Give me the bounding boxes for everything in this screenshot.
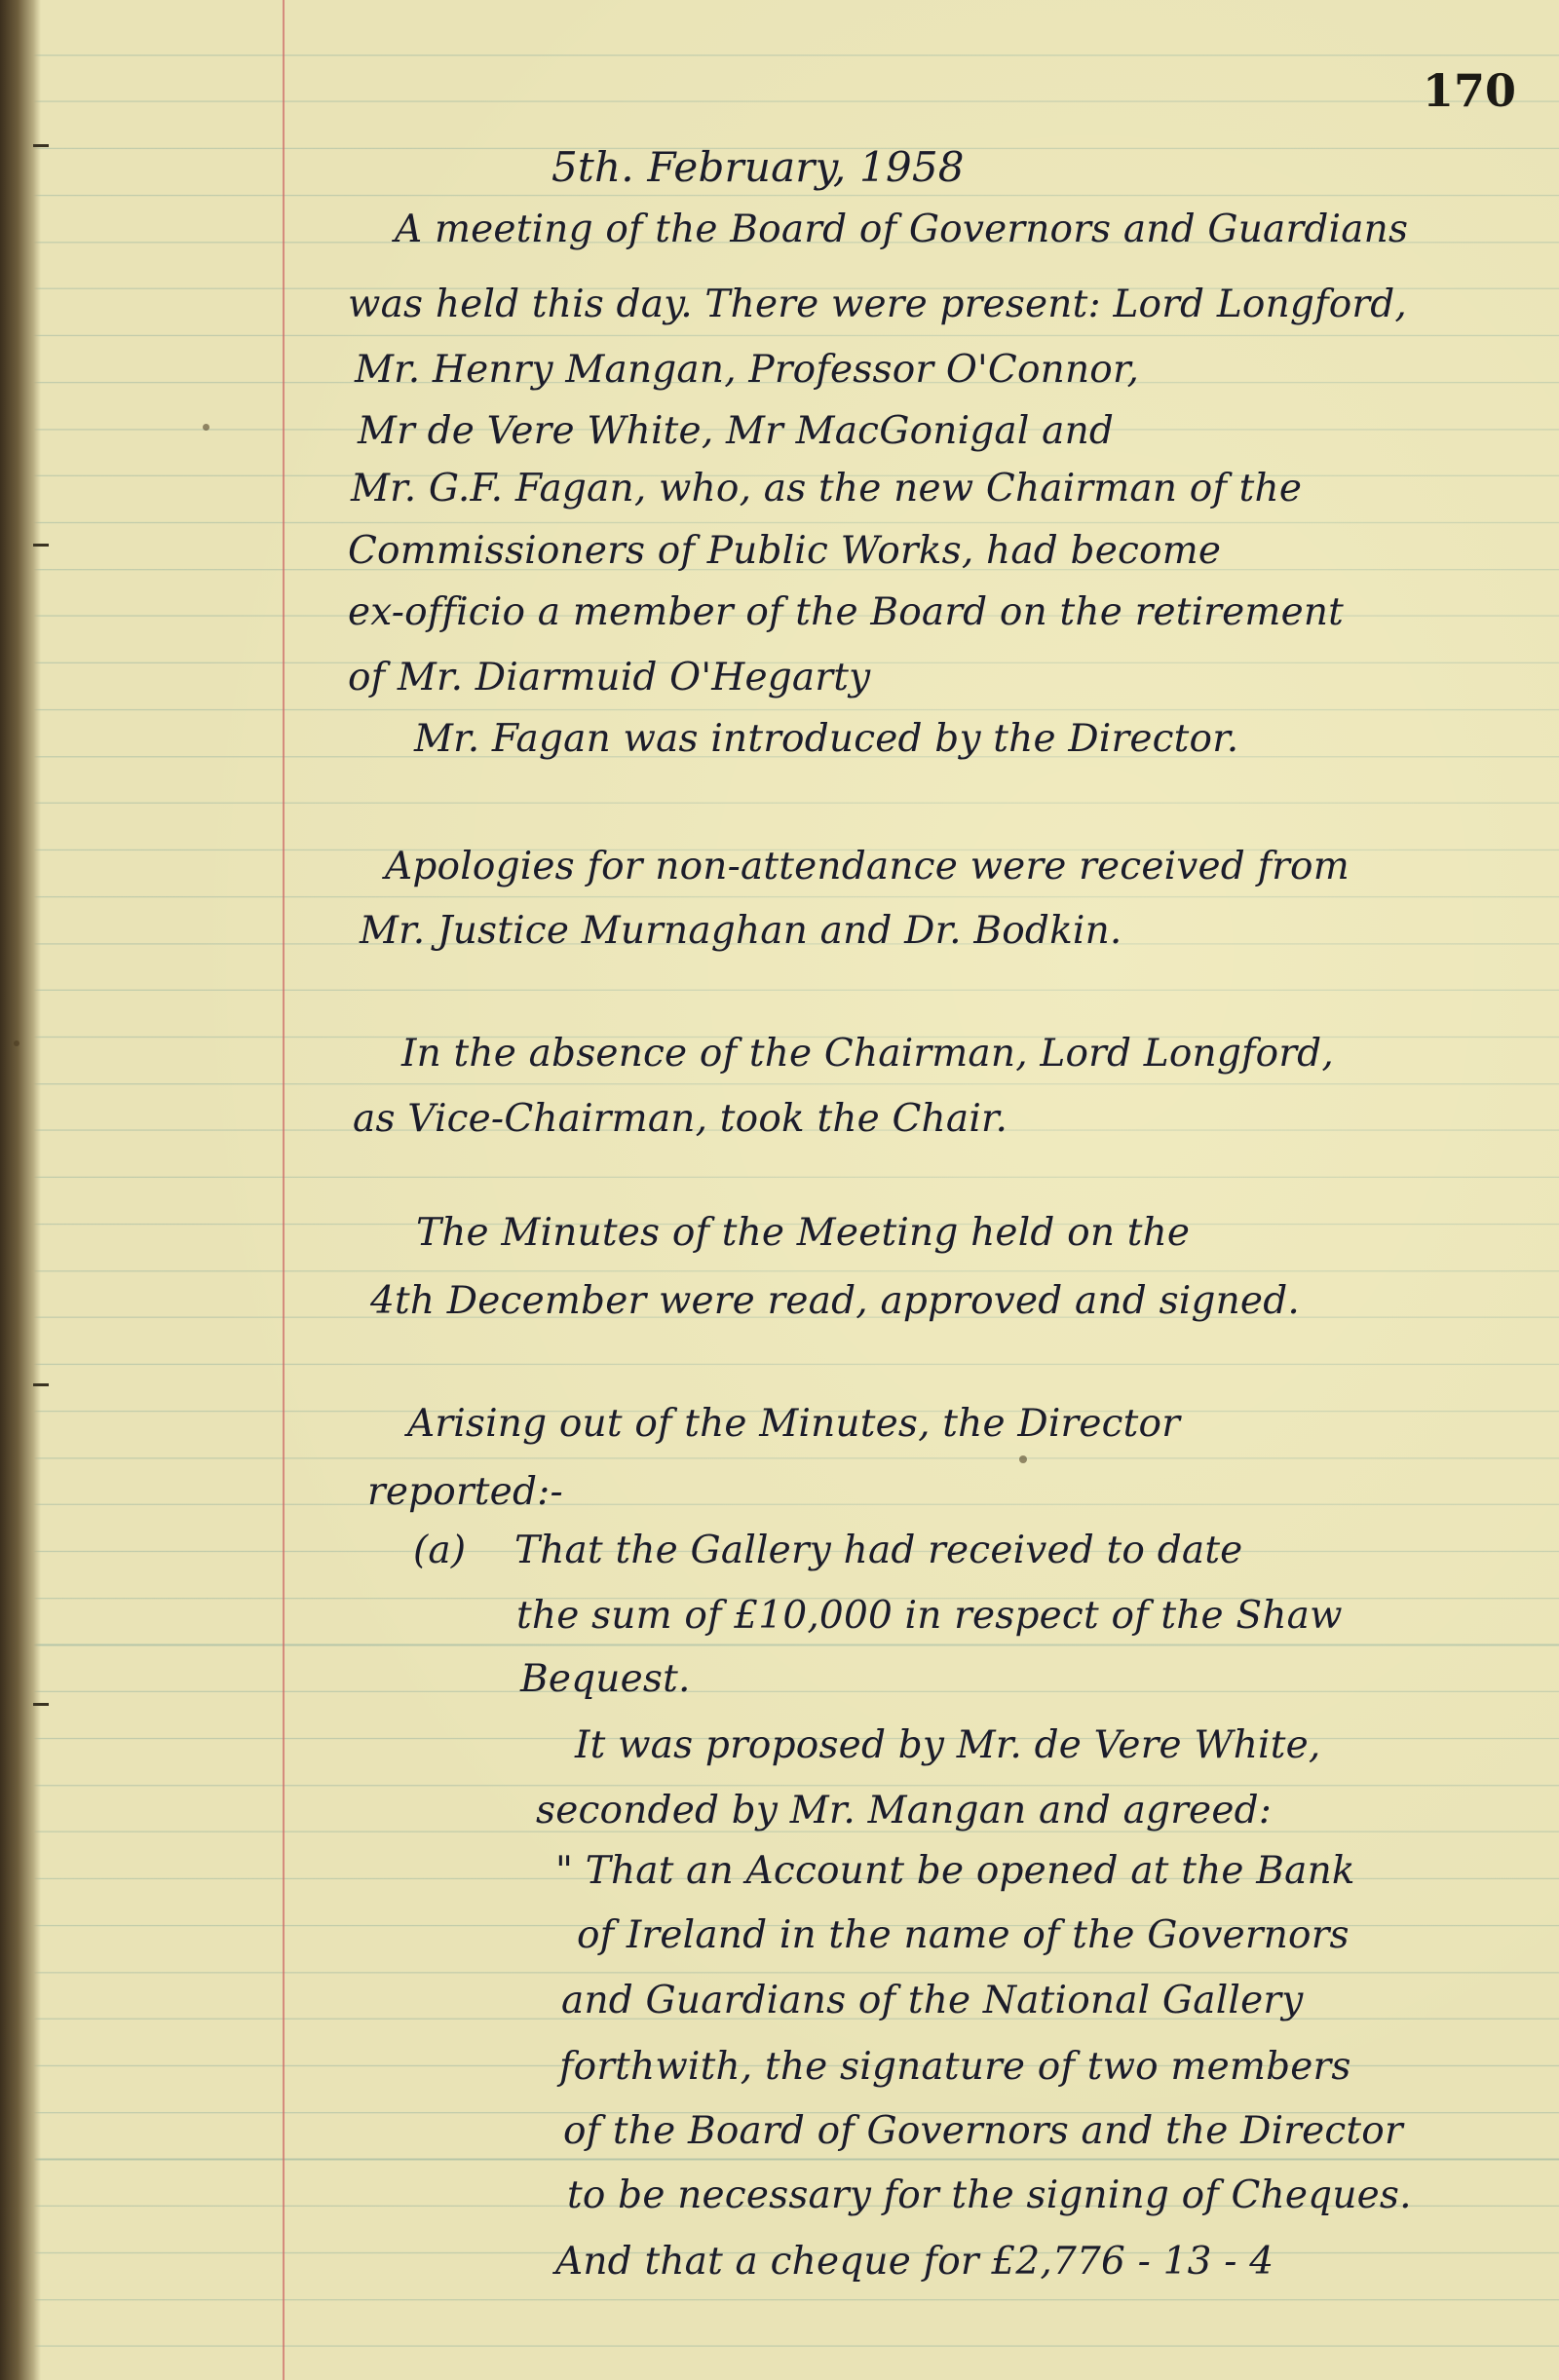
text-line: and Guardians of the National Gallery: [561, 1979, 1304, 2022]
text-line: " That an Account be opened at the Bank: [555, 1849, 1355, 1893]
text-line: forthwith, the signature of two members: [559, 2045, 1351, 2089]
text-line: Apologies for non-attendance were received from: [385, 845, 1350, 888]
page-number: 170: [1422, 64, 1516, 117]
text-line: In the absence of the Chairman, Lord Longford,: [401, 1032, 1334, 1076]
text-line: That the Gallery had received to date: [514, 1529, 1243, 1572]
text-line: Mr. Fagan was introduced by the Director.: [414, 717, 1239, 761]
item-label: (a): [413, 1529, 467, 1572]
text-line: to be necessary for the signing of Cheques.: [567, 2173, 1412, 2217]
binding-tab: [33, 544, 49, 547]
text-line: was held this day. There were present: Lord Longford,: [348, 283, 1408, 326]
text-line: of Ireland in the name of the Governors: [577, 1913, 1350, 1957]
text-line: reported:-: [367, 1470, 563, 1514]
text-line: Mr. Justice Murnaghan and Dr. Bodkin.: [360, 909, 1122, 953]
ink-speck: [203, 424, 209, 431]
text-line: 4th December were read, approved and signed.: [370, 1279, 1300, 1323]
text-line: Mr. G.F. Fagan, who, as the new Chairman of the: [351, 467, 1303, 510]
text-line: of the Board of Governors and the Director: [563, 2109, 1403, 2153]
text-line: as Vice-Chairman, took the Chair.: [353, 1097, 1008, 1141]
text-line: A meeting of the Board of Governors and Guardians: [395, 208, 1409, 251]
binding-tab: [33, 1703, 49, 1706]
book-binding: [0, 0, 41, 2380]
text-line: It was proposed by Mr. de Vere White,: [575, 1723, 1321, 1767]
ink-speck: [1019, 1455, 1027, 1463]
text-line: Mr. Henry Mangan, Professor O'Connor,: [355, 348, 1140, 392]
binding-tab: [33, 1383, 49, 1386]
text-line: The Minutes of the Meeting held on the: [416, 1211, 1191, 1255]
margin-rule: [283, 0, 285, 2380]
text-line: of Mr. Diarmuid O'Hegarty: [348, 656, 871, 699]
text-line: the sum of £10,000 in respect of the Shaw: [516, 1594, 1343, 1638]
text-line: ex-officio a member of the Board on the retirement: [348, 590, 1345, 634]
text-line: And that a cheque for £2,776 - 13 - 4: [555, 2240, 1274, 2284]
ink-speck: [14, 1040, 19, 1046]
text-line: seconded by Mr. Mangan and agreed:: [536, 1789, 1273, 1832]
binding-tab: [33, 144, 49, 147]
entry-date: 5th. February, 1958: [551, 143, 965, 191]
text-line: Mr de Vere White, Mr MacGonigal and: [358, 409, 1115, 453]
text-line: Bequest.: [520, 1657, 691, 1701]
text-line: Arising out of the Minutes, the Director: [407, 1402, 1181, 1446]
text-line: Commissioners of Public Works, had become: [348, 529, 1222, 573]
